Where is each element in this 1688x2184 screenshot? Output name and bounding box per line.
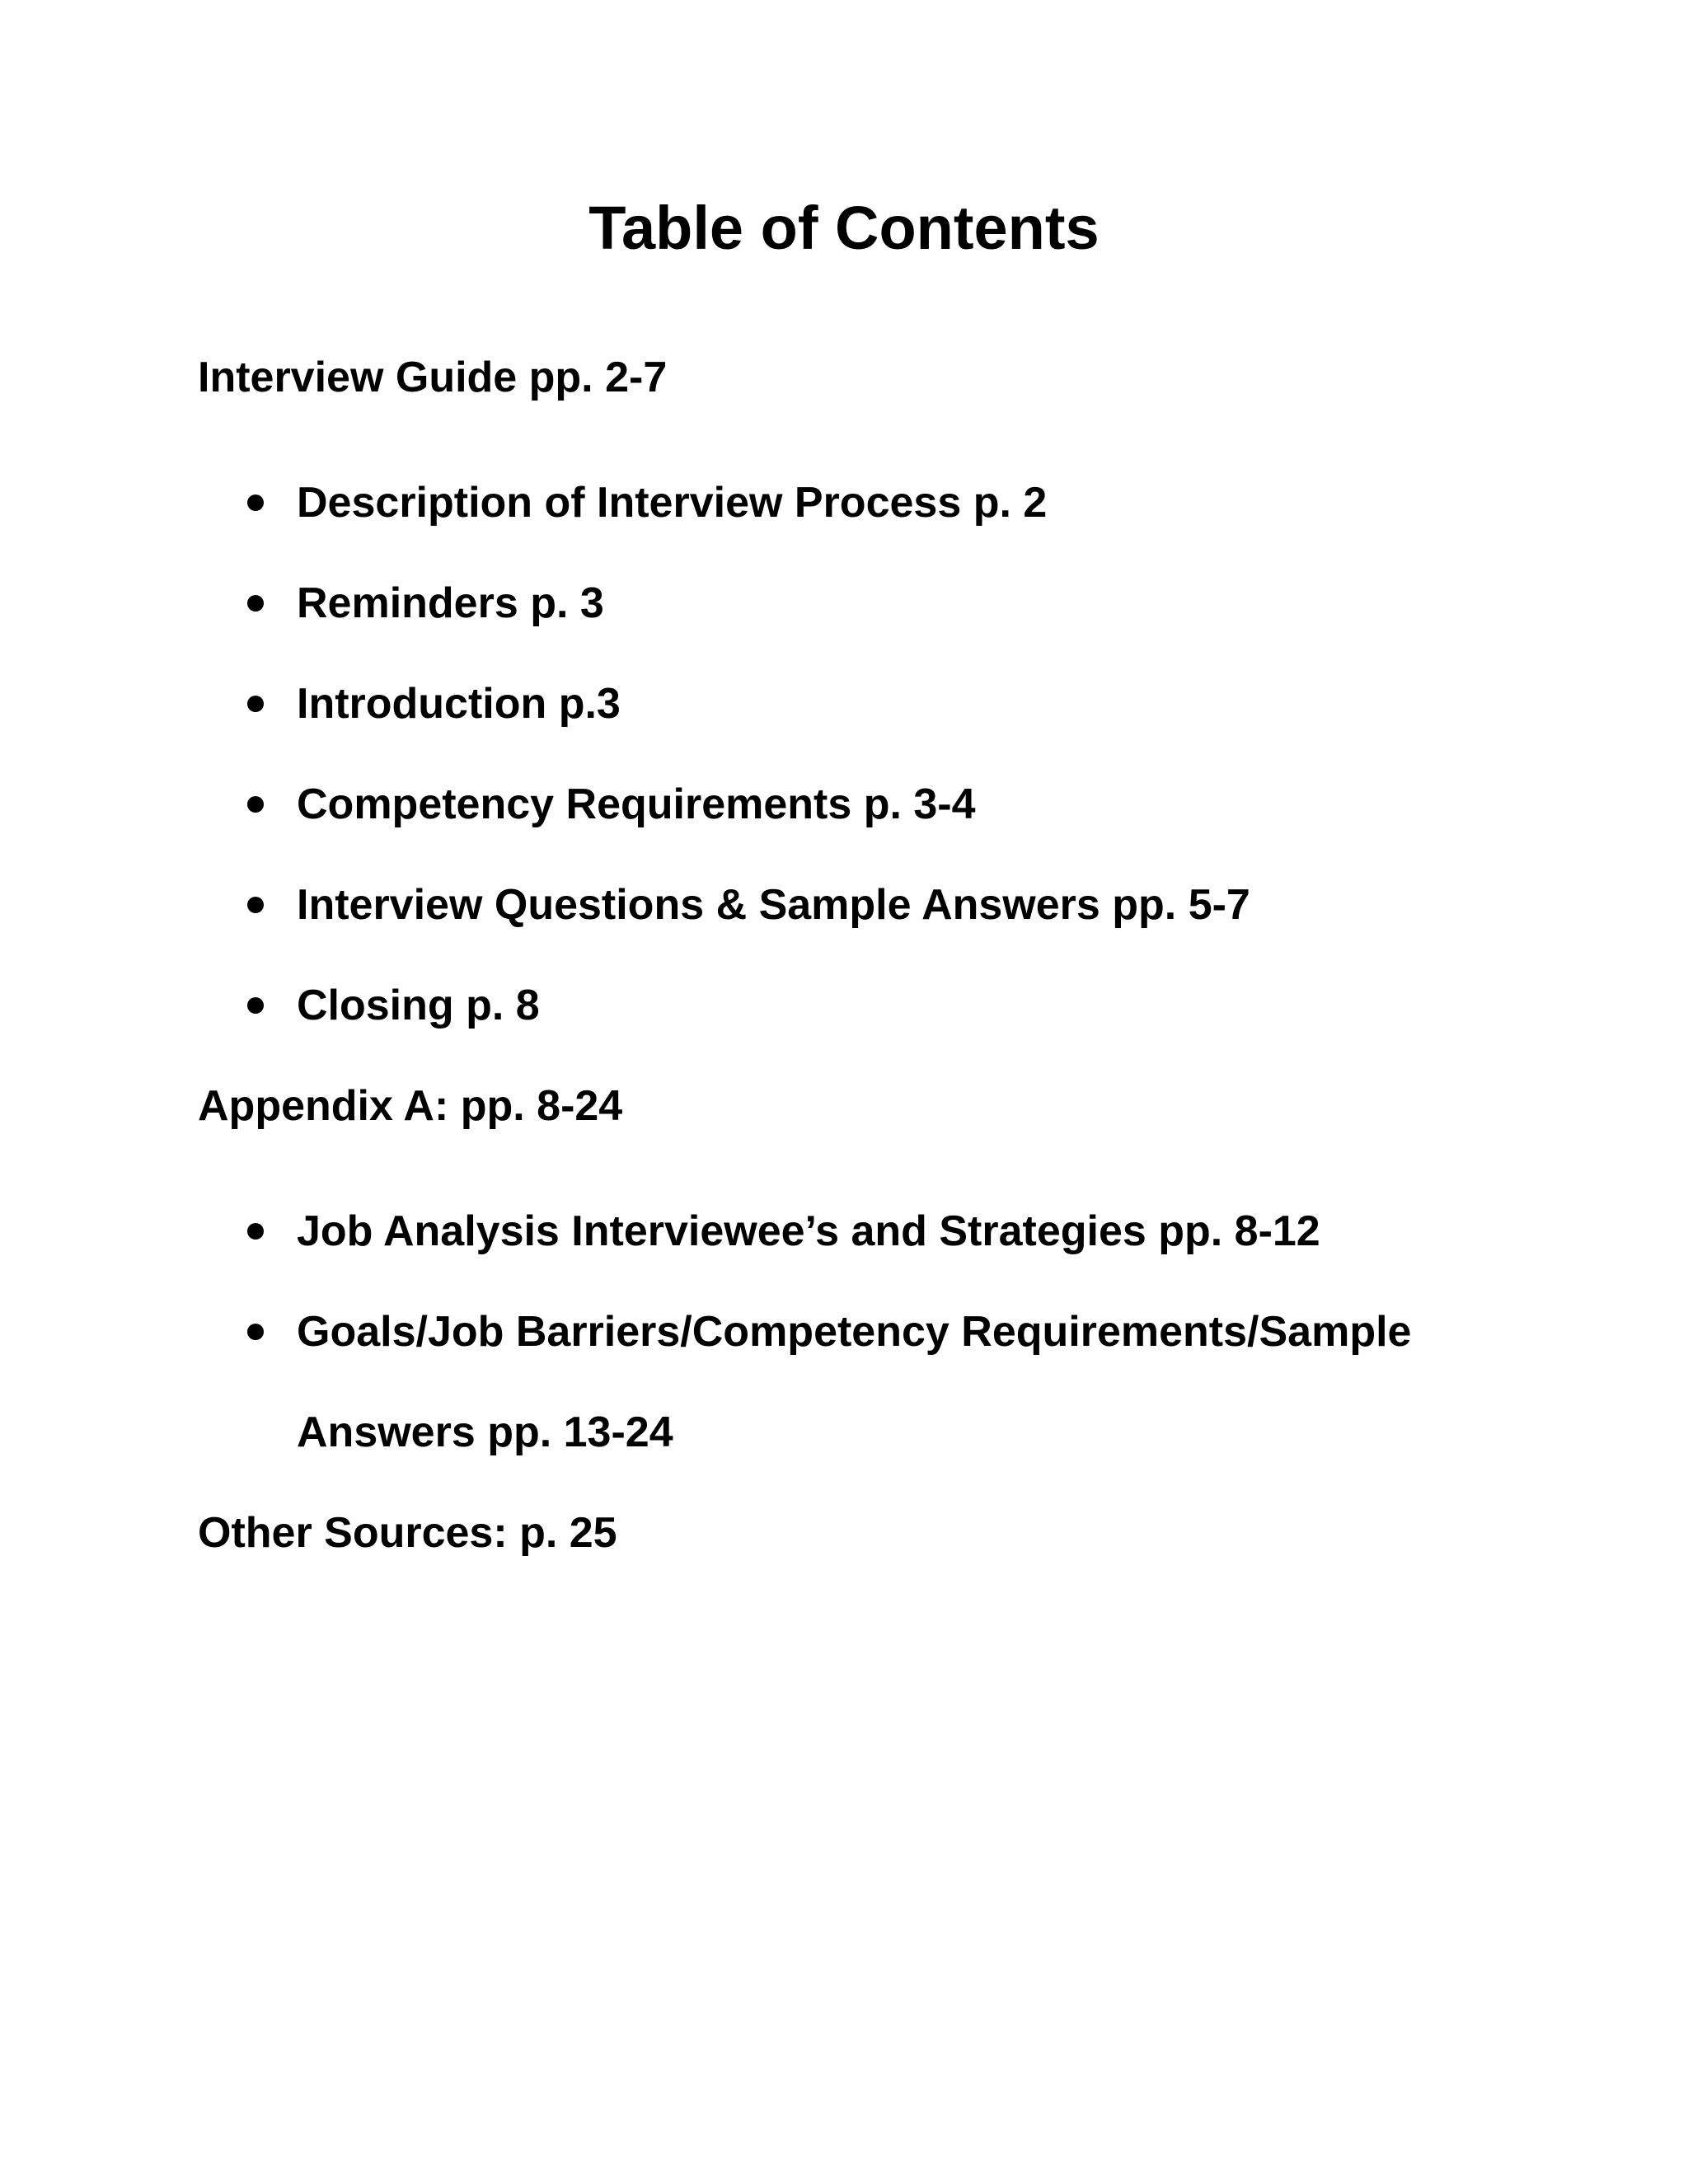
section-heading-appendix-a: Appendix A: pp. 8-24 (198, 1082, 623, 1130)
bullet-icon (247, 997, 264, 1014)
toc-item-label: Closing p. 8 (297, 982, 540, 1029)
section-heading-other-sources: Other Sources: p. 25 (198, 1509, 617, 1557)
toc-item-label: Goals/Job Barriers/Competency Requirements/Sample (297, 1308, 1412, 1356)
page-title: Table of Contents (588, 194, 1100, 262)
bullet-icon (247, 595, 264, 612)
toc-item-label: Reminders p. 3 (297, 579, 604, 627)
bullet-icon (247, 696, 264, 712)
toc-item-label: Job Analysis Interviewee’s and Strategies pp. 8-12 (297, 1207, 1320, 1255)
toc-item-label: Competency Requirements p. 3-4 (297, 780, 976, 828)
bullet-icon (247, 494, 264, 511)
bullet-icon (247, 796, 264, 813)
section-heading-interview-guide: Interview Guide pp. 2-7 (198, 354, 668, 401)
toc-item-label: Introduction p.3 (297, 680, 621, 728)
bullet-icon (247, 897, 264, 913)
bullet-icon (247, 1223, 264, 1240)
toc-item-continuation: Answers pp. 13-24 (297, 1408, 673, 1456)
bullet-icon (247, 1324, 264, 1340)
toc-item-label: Interview Questions & Sample Answers pp. 5-7 (297, 881, 1250, 929)
toc-item-label: Description of Interview Process p. 2 (297, 479, 1048, 527)
